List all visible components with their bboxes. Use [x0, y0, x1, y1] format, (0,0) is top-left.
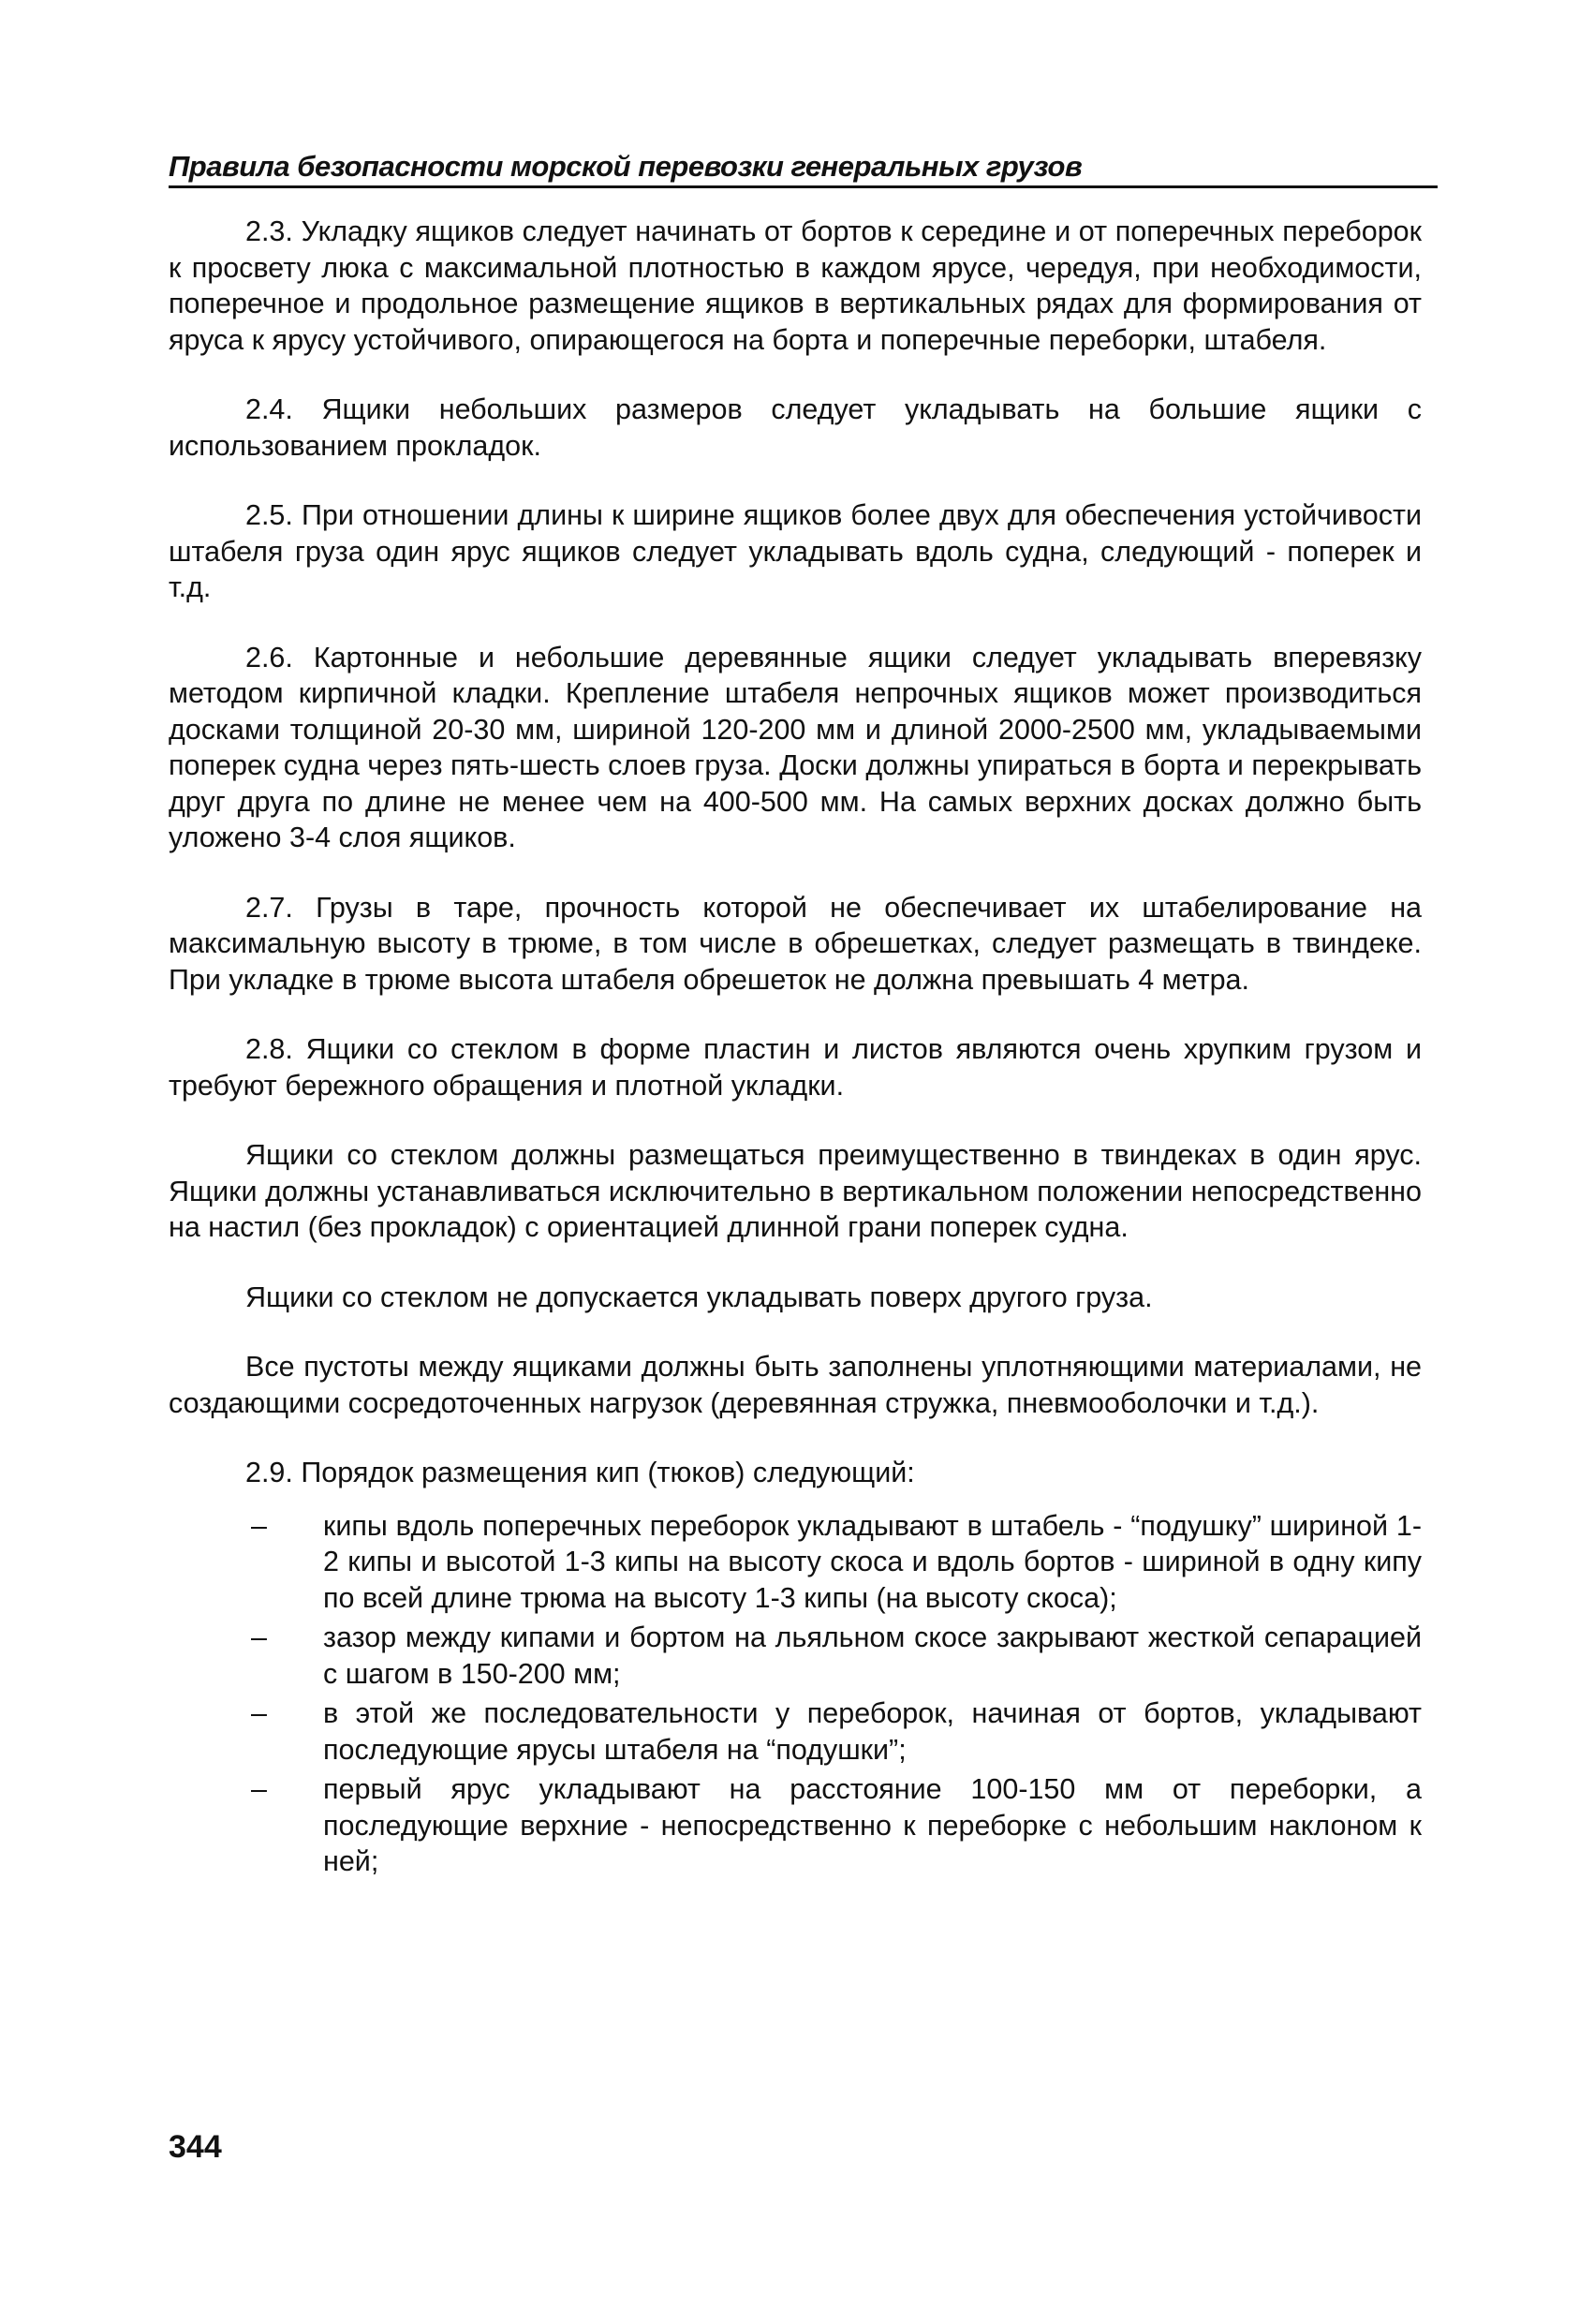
page-number: 344 [169, 2129, 222, 2165]
list-item [169, 1771, 1422, 1880]
list-dash: – [251, 1621, 267, 1653]
paragraph-2-4: 2.4. Ящики небольших размеров следует укладывать на большие ящики с использованием прокладок. [169, 393, 1422, 462]
list-item [169, 1620, 1422, 1692]
list-item-text: в этой же последовательности у переборок, начиная от бортов, укладывают последующие ярусы штабеля на “подушки”; [323, 1697, 1422, 1766]
list-item-text: первый ярус укладывают на расстояние 100-150 мм от переборки, а последующие верхние - непосредственно к переборке с небольшим наклоном к ней; [323, 1773, 1422, 1877]
paragraph-2-3: 2.3. Укладку ящиков следует начинать от бортов к середине и от поперечных переборок к просвету люка с максимальной плотностью в каждом ярусе, чередуя, при необходимости, поперечное и продольное размещение ящиков в вертикальных рядах для формирования от яруса к ярусу устойчивого, опирающегося на борта и поперечные переборки, штабеля. [169, 215, 1422, 356]
paragraph-glass-placement: Ящики со стеклом должны размещаться преимущественно в твиндеках в один ярус. Ящики должны устанавливаться исключительно в вертикальном положении непосредственно на настил (без прокладок) с ориентацией длинной грани поперек судна. [169, 1139, 1422, 1243]
list-item-text: кипы вдоль поперечных переборок укладывают в штабель - “подушку” шириной 1-2 кипы и высотой 1-3 кипы на высоту скоса и вдоль бортов - шириной в одну кипу по всей длине трюма на высоту 1-3 кипы (на высоту скоса); [323, 1509, 1422, 1614]
paragraph-2-7: 2.7. Грузы в таре, прочность которой не обеспечивает их штабелирование на максимальную высоту в трюме, в том числе в обрешетках, следует размещать в твиндеке. При укладке в трюме высота штабеля обрешеток не должна превышать 4 метра. [169, 891, 1422, 996]
body-text [169, 214, 1422, 1884]
list-item [169, 1508, 1422, 1617]
paragraph-voids: Все пустоты между ящиками должны быть заполнены уплотняющими материалами, не создающими сосредоточенных нагрузок (деревянная стружка, пневмооболочки и т.д.). [169, 1351, 1422, 1419]
header-rule [169, 185, 1438, 188]
list-item-text: зазор между кипами и бортом на льяльном скосе закрывают жесткой сепарацией с шагом в 150-200 мм; [323, 1621, 1422, 1690]
bale-placement-list [169, 1508, 1422, 1880]
list-dash: – [251, 1773, 267, 1805]
paragraph-glass-stacking: Ящики со стеклом не допускается укладывать поверх другого груза. [245, 1280, 1153, 1313]
list-item [169, 1695, 1422, 1768]
paragraph-2-8: 2.8. Ящики со стеклом в форме пластин и листов являются очень хрупким грузом и требуют бережного обращения и плотной укладки. [169, 1033, 1422, 1102]
paragraph-2-9: 2.9. Порядок размещения кип (тюков) следующий: [245, 1457, 915, 1488]
running-header: Правила безопасности морской перевозки генеральных грузов [169, 150, 1083, 183]
list-dash: – [251, 1509, 267, 1542]
list-dash: – [251, 1697, 267, 1729]
paragraph-2-6: 2.6. Картонные и небольшие деревянные ящики следует укладывать вперевязку методом кирпичной кладки. Крепление штабеля непрочных ящиков может производиться досками толщиной 20-30 мм, шириной 120-200 мм и длиной 2000-2500 мм, укладываемыми поперек судна через пять-шесть слоев груза. Доски должны упираться в борта и перекрывать друг друга по длине не менее чем на 400-500 мм. На самых верхних досках должно быть уложено 3-4 слоя ящиков. [169, 641, 1422, 853]
paragraph-2-5: 2.5. При отношении длины к ширине ящиков более двух для обеспечения устойчивости штабеля груза один ярус ящиков следует укладывать вдоль судна, следующий - поперек и т.д. [169, 499, 1422, 603]
